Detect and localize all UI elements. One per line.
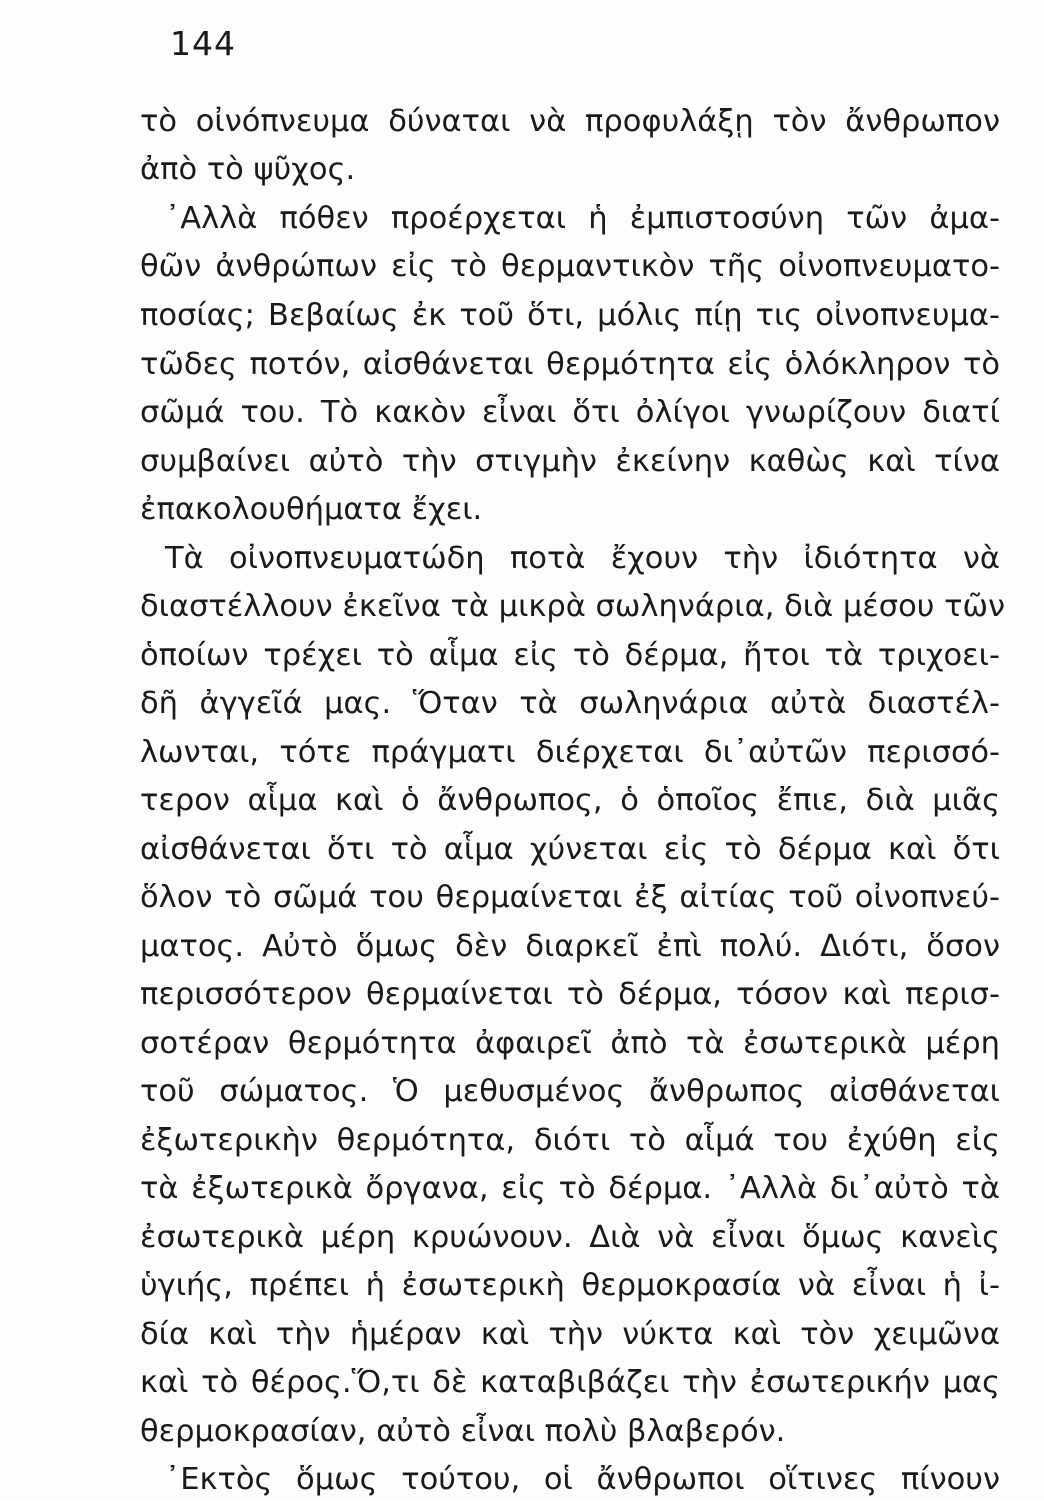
text-line: ἐξωτερικὴν θερμότητα, διότι τὸ αἷμά του ἐχύθη εἰς — [140, 1123, 1000, 1158]
text-line: ματος. Αὐτὸ ὅμως δὲν διαρκεῖ ἐπὶ πολύ. Διότι, ὅσον — [140, 929, 1000, 964]
text-line: λωνται, τότε πράγματι διέρχεται δι᾿αὐτῶν περισσό- — [140, 735, 1000, 770]
text-line: ποσίας; Βεβαίως ἐκ τοῦ ὅτι, μόλις πίῃ τις οἰνοπνευμα- — [140, 298, 1000, 333]
text-line: αἰσθάνεται ὅτι τὸ αἷμα χύνεται εἰς τὸ δέρμα καὶ ὅτι — [140, 832, 1000, 867]
text-line: συμβαίνει αὐτὸ τὴν στιγμὴν ἐκείνην καθὼς καὶ τίνα — [140, 444, 1000, 479]
text-line: διαστέλλουν ἐκεῖνα τὰ μικρὰ σωληνάρια, διὰ μέσου τῶν — [140, 589, 1006, 624]
text-line: δία καὶ τὴν ἡμέραν καὶ τὴν νύκτα καὶ τὸν χειμῶνα — [140, 1317, 1000, 1352]
text-line: ὅλον τὸ σῶμά του θερμαίνεται ἐξ αἰτίας τοῦ οἰνοπνεύ- — [140, 880, 1000, 915]
text-line: ὑγιής, πρέπει ἡ ἐσωτερικὴ θερμοκρασία νὰ εἶναι ἡ ἰ- — [140, 1268, 1000, 1303]
text-line: τῶδες ποτόν, αἰσθάνεται θερμότητα εἰς ὁλόκληρον τὸ — [140, 347, 1000, 382]
text-line: καὶ τὸ θέρος.Ὅ,τι δὲ καταβιβάζει τὴν ἐσωτερικήν μας — [140, 1365, 1000, 1400]
text-line: Τὰ οἰνοπνευματώδη ποτὰ ἔχουν τὴν ἰδιότητα νὰ — [165, 541, 1000, 576]
text-line: περισσότερον θερμαίνεται τὸ δέρμα, τόσον καὶ περισ- — [140, 977, 1000, 1012]
text-line: ὁποίων τρέχει τὸ αἷμα εἰς τὸ δέρμα, ἤτοι τὰ τριχοει- — [140, 638, 1000, 673]
text-line: ἐσωτερικὰ μέρη κρυώνουν. Διὰ νὰ εἶναι ὅμως κανεὶς — [140, 1220, 1000, 1255]
text-line: δῆ ἀγγεῖά μας. Ὅταν τὰ σωληνάρια αὐτὰ διαστέλ- — [140, 686, 1000, 721]
text-line: σοτέραν θερμότητα ἀφαιρεῖ ἀπὸ τὰ ἐσωτερικὰ μέρη — [140, 1026, 1000, 1061]
text-line: σῶμά του. Τὸ κακὸν εἶναι ὅτι ὀλίγοι γνωρίζουν διατί — [140, 395, 1000, 430]
text-line: τερον αἷμα καὶ ὁ ἄνθρωπος, ὁ ὁποῖος ἔπιε, διὰ μιᾶς — [140, 783, 1000, 818]
text-line: θερμοκρασίαν, αὐτὸ εἶναι πολὺ βλαβερόν. — [140, 1414, 786, 1449]
text-line: ἀπὸ τὸ ψῦχος. — [140, 152, 356, 187]
text-line: θῶν ἀνθρώπων εἰς τὸ θερμαντικὸν τῆς οἰνοπνευματο- — [140, 249, 1000, 284]
text-line: ᾿Αλλὰ πόθεν προέρχεται ἡ ἐμπιστοσύνη τῶν ἀμα- — [165, 201, 1000, 236]
text-line: ἐπακολουθήματα ἔχει. — [140, 492, 483, 527]
text-line: τὰ ἐξωτερικὰ ὄργανα, εἰς τὸ δέρμα. ᾿Αλλὰ δι᾿αὐτὸ τὰ — [140, 1171, 1000, 1206]
text-line: ᾿Εκτὸς ὅμως τούτου, οἱ ἄνθρωποι οἵτινες πίνουν — [165, 1462, 1000, 1497]
text-line: τὸ οἰνόπνευμα δύναται νὰ προφυλάξῃ τὸν ἄνθρωπον — [140, 104, 1000, 139]
text-line: τοῦ σώματος. Ὁ μεθυσμένος ἄνθρωπος αἰσθάνεται — [140, 1074, 1000, 1109]
page-number: 144 — [170, 24, 236, 63]
